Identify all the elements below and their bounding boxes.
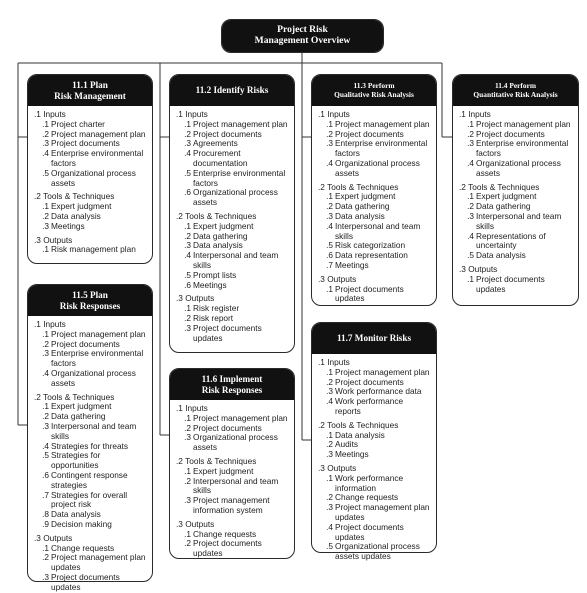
item-number: .3 [42, 220, 49, 231]
item-text: Organizational process assets [335, 157, 420, 178]
item-number: .5 [184, 167, 191, 178]
item-number: .8 [42, 509, 49, 520]
process-body [28, 106, 152, 255]
section-title: .2 Tools & Techniques [176, 210, 257, 221]
list-item [41, 169, 146, 189]
list-item [41, 520, 146, 530]
item-text: Expert judgment [193, 220, 254, 231]
item-text: Change requests [51, 542, 115, 553]
process-box-11-4 [452, 74, 579, 306]
section-item-list [318, 368, 430, 417]
item-number: .7 [42, 489, 49, 500]
process-title: 11.6 Implement Risk Responses [170, 369, 294, 400]
item-number: .3 [42, 420, 49, 431]
process-title: 11.2 Identify Risks [170, 75, 294, 106]
section-title: .3 Outputs [176, 293, 215, 304]
item-number: .4 [42, 440, 49, 451]
section-title: .1 Inputs [176, 109, 208, 119]
item-number: .1 [326, 429, 333, 440]
item-text: Project documents updates [335, 521, 404, 542]
process-title: 11.7 Monitor Risks [312, 323, 436, 354]
item-number: .4 [184, 250, 191, 261]
item-text: Data analysis [193, 240, 243, 251]
item-number: .4 [326, 220, 333, 231]
section-item-list [34, 330, 146, 389]
item-text: Organizational process assets [193, 187, 278, 208]
item-number: .4 [326, 521, 333, 532]
list-item [41, 369, 146, 389]
section-title: .2 Tools & Techniques [34, 191, 115, 202]
item-text: Project documents [335, 376, 404, 387]
section-item-list [34, 202, 146, 231]
list-item [41, 573, 146, 593]
item-text: Expert judgment [51, 201, 112, 212]
item-number: .1 [42, 542, 49, 553]
item-text: Work performance data [335, 386, 422, 397]
item-number: .4 [326, 396, 333, 407]
process-box-11-1 [27, 74, 153, 264]
section-item-list [318, 192, 430, 270]
item-number: .7 [326, 259, 333, 270]
item-text: Project documents updates [335, 283, 404, 304]
item-text: Prompt lists [193, 269, 237, 280]
process-body [170, 400, 294, 559]
process-section [318, 275, 430, 304]
item-text: Expert judgment [193, 465, 254, 476]
process-section [176, 520, 288, 559]
item-text: Project documents [335, 128, 404, 139]
item-text: Work performance information [335, 472, 404, 493]
item-text: Enterprise environmental factors [193, 167, 286, 188]
list-item [325, 285, 430, 305]
item-text: Project management plan updates [335, 502, 430, 522]
item-text: Project management plan [193, 118, 288, 129]
list-item [41, 451, 146, 471]
section-item-list [176, 304, 288, 343]
item-text: Meetings [335, 259, 369, 270]
list-item [325, 503, 430, 523]
list-item [466, 275, 572, 295]
item-number: .4 [467, 230, 474, 241]
list-item [466, 212, 572, 232]
item-text: Organizational process assets [193, 432, 278, 453]
item-text: Expert judgment [476, 191, 537, 202]
item-text: Expert judgment [335, 191, 396, 202]
process-body [28, 316, 152, 593]
section-title: .3 Outputs [318, 273, 357, 284]
section-item-list [318, 431, 430, 460]
item-number: .3 [42, 571, 49, 582]
item-text: Organizational process assets [51, 167, 136, 188]
section-title: .1 Inputs [459, 109, 491, 119]
section-title: .2 Tools & Techniques [318, 181, 399, 192]
item-text: Data gathering [476, 201, 531, 212]
item-text: Expert judgment [51, 401, 112, 412]
section-title: .2 Tools & Techniques [318, 419, 399, 430]
item-number: .5 [326, 240, 333, 251]
process-section [459, 265, 572, 294]
process-section [318, 183, 430, 271]
item-text: Meetings [193, 279, 227, 290]
item-text: Interpersonal and team skills [335, 220, 421, 241]
process-section [459, 110, 572, 179]
section-item-list [176, 530, 288, 559]
item-number: .3 [326, 449, 333, 460]
item-text: Representations of uncertainty [476, 230, 546, 251]
process-section [34, 192, 146, 231]
item-number: .4 [467, 157, 474, 168]
item-text: Interpersonal and team skills [193, 250, 279, 270]
item-number: .5 [326, 541, 333, 552]
item-text: Project documents [476, 128, 545, 139]
item-number: .2 [184, 128, 191, 139]
section-title: .3 Outputs [318, 462, 357, 473]
process-section [34, 534, 146, 593]
list-item [183, 169, 288, 189]
process-box-11-3 [311, 74, 437, 306]
process-section [459, 183, 572, 261]
item-number: .2 [42, 338, 49, 349]
item-text: Procurement documentation [193, 148, 248, 168]
item-number: .4 [184, 148, 191, 159]
list-item [325, 523, 430, 543]
section-title: .3 Outputs [34, 532, 73, 543]
item-number: .1 [326, 118, 333, 129]
process-body [170, 106, 294, 343]
item-text: Risk register [193, 303, 240, 314]
item-number: .6 [326, 250, 333, 261]
item-number: .2 [42, 411, 49, 422]
item-text: Project documents updates [193, 322, 262, 343]
item-number: .4 [42, 367, 49, 378]
list-item [41, 222, 146, 232]
section-item-list [318, 285, 430, 305]
item-text: Project management plan [193, 412, 288, 423]
list-item [183, 477, 288, 497]
item-number: .2 [326, 376, 333, 387]
section-title: .1 Inputs [34, 319, 66, 329]
item-number: .6 [42, 469, 49, 480]
list-item [41, 245, 146, 255]
item-number: .1 [184, 303, 191, 314]
item-number: .1 [42, 401, 49, 412]
list-item [466, 251, 572, 261]
item-text: Contingent response strategies [51, 469, 128, 490]
list-item [183, 281, 288, 291]
process-box-11-2 [169, 74, 295, 353]
item-text: Agreements [193, 138, 238, 149]
item-text: Data analysis [335, 210, 385, 221]
item-number: .3 [184, 240, 191, 251]
process-section [176, 404, 288, 453]
section-item-list [318, 120, 430, 179]
item-number: .3 [326, 502, 333, 513]
item-number: .3 [42, 348, 49, 359]
item-text: Data gathering [193, 230, 248, 241]
section-item-list [459, 120, 572, 179]
item-text: Project documents updates [193, 538, 262, 559]
item-number: .3 [184, 138, 191, 149]
item-number: .2 [467, 128, 474, 139]
item-number: .2 [184, 475, 191, 486]
list-item [41, 491, 146, 511]
item-text: Project documents updates [476, 273, 545, 294]
process-body [312, 354, 436, 562]
item-text: Enterprise environmental factors [335, 138, 428, 159]
item-number: .5 [184, 269, 191, 280]
item-number: .1 [326, 191, 333, 202]
item-text: Organizational process assets updates [335, 541, 420, 562]
item-number: .1 [326, 366, 333, 377]
item-number: .1 [467, 273, 474, 284]
section-title: .1 Inputs [318, 109, 350, 119]
list-item [325, 159, 430, 179]
item-text: Project charter [51, 118, 105, 129]
section-title: .3 Outputs [459, 263, 498, 274]
item-number: .3 [184, 495, 191, 506]
item-text: Project documents [51, 338, 120, 349]
list-item [183, 188, 288, 208]
process-section [34, 236, 146, 256]
item-number: .2 [467, 201, 474, 212]
list-item [183, 149, 288, 169]
item-text: Data analysis [335, 429, 385, 440]
item-text: Project documents [193, 128, 262, 139]
item-text: Project management plan [335, 366, 430, 377]
process-title: 11.1 Plan Risk Management [28, 75, 152, 106]
process-body [312, 106, 436, 304]
item-text: Meetings [51, 220, 85, 231]
item-text: Data analysis [51, 509, 101, 520]
item-text: Enterprise environmental factors [51, 348, 144, 369]
section-item-list [34, 245, 146, 255]
list-item [466, 139, 572, 159]
item-number: .9 [42, 518, 49, 529]
item-number: .2 [184, 422, 191, 433]
item-number: .3 [326, 138, 333, 149]
process-body [453, 106, 578, 294]
overview-title: Project Risk Management Overview [222, 20, 383, 52]
item-text: Data representation [335, 250, 408, 261]
item-text: Project documents [193, 422, 262, 433]
item-number: .2 [184, 312, 191, 323]
item-text: Enterprise environmental factors [51, 148, 144, 168]
item-number: .1 [42, 201, 49, 212]
section-item-list [34, 120, 146, 189]
process-section [34, 393, 146, 530]
item-number: .2 [184, 230, 191, 241]
process-title: 11.5 Plan Risk Responses [28, 285, 152, 316]
item-number: .3 [467, 210, 474, 221]
item-text: Strategies for opportunities [51, 450, 101, 471]
item-number: .2 [326, 201, 333, 212]
list-item [183, 433, 288, 453]
item-number: .1 [42, 118, 49, 129]
item-number: .5 [42, 167, 49, 178]
item-text: Interpersonal and team skills [51, 420, 137, 441]
process-section [318, 358, 430, 417]
item-text: Project documents updates [51, 571, 120, 592]
item-text: Risk categorization [335, 240, 406, 251]
item-text: Decision making [51, 518, 112, 529]
item-text: Project documents [51, 138, 120, 149]
item-text: Data analysis [476, 250, 526, 261]
section-title: .1 Inputs [318, 357, 350, 367]
section-item-list [459, 275, 572, 295]
item-text: Project management plan updates [51, 552, 146, 573]
list-item [325, 450, 430, 460]
item-text: Interpersonal and team skills [476, 210, 562, 231]
item-number: .1 [184, 220, 191, 231]
item-text: Organizational process assets [476, 157, 561, 178]
section-title: .1 Inputs [176, 403, 208, 413]
item-number: .2 [326, 492, 333, 503]
section-item-list [459, 192, 572, 261]
item-number: .3 [42, 138, 49, 149]
item-number: .1 [326, 472, 333, 483]
item-number: .1 [467, 118, 474, 129]
list-item [325, 139, 430, 159]
list-item [41, 149, 146, 169]
item-number: .6 [184, 279, 191, 290]
process-section [176, 212, 288, 290]
item-number: .1 [326, 283, 333, 294]
item-number: .5 [42, 450, 49, 461]
process-box-11-7 [311, 322, 437, 562]
item-text: Data gathering [51, 411, 106, 422]
list-item [466, 159, 572, 179]
item-text: Risk report [193, 312, 234, 323]
item-text: Project management plan [335, 118, 430, 129]
item-number: .4 [326, 157, 333, 168]
item-number: .3 [184, 322, 191, 333]
list-item [41, 422, 146, 442]
item-number: .1 [184, 412, 191, 423]
item-number: .1 [42, 328, 49, 339]
process-section [176, 457, 288, 516]
item-text: Enterprise environmental factors [476, 138, 569, 159]
item-text: Change requests [193, 528, 257, 539]
process-box-11-6 [169, 368, 295, 559]
item-text: Change requests [335, 492, 399, 503]
section-title: .3 Outputs [176, 518, 215, 529]
list-item [183, 324, 288, 344]
section-item-list [176, 467, 288, 516]
item-number: .1 [184, 118, 191, 129]
process-box-11-5 [27, 284, 153, 592]
item-text: Meetings [335, 449, 369, 460]
item-text: Interpersonal and team skills [193, 475, 279, 496]
process-section [318, 110, 430, 179]
item-number: .2 [42, 210, 49, 221]
section-item-list [176, 120, 288, 208]
item-text: Project management information system [193, 495, 270, 515]
process-title: 11.4 Perform Quantitative Risk Analysis [453, 75, 578, 106]
item-text: Project management plan [476, 118, 571, 129]
item-number: .5 [467, 250, 474, 261]
item-text: Strategies for threats [51, 440, 129, 451]
process-section [176, 294, 288, 343]
item-text: Project management plan [51, 128, 146, 139]
item-number: .1 [467, 191, 474, 202]
section-item-list [176, 414, 288, 453]
process-section [318, 421, 430, 460]
item-number: .6 [184, 187, 191, 198]
list-item [325, 397, 430, 417]
item-number: .2 [184, 538, 191, 549]
list-item [41, 471, 146, 491]
list-item [183, 496, 288, 516]
section-item-list [34, 544, 146, 593]
item-text: Risk management plan [51, 244, 136, 255]
section-item-list [176, 222, 288, 291]
item-number: .2 [326, 439, 333, 450]
item-text: Organizational process assets [51, 367, 136, 388]
process-section [34, 320, 146, 389]
process-title: 11.3 Perform Qualitative Risk Analysis [312, 75, 436, 106]
item-number: .2 [42, 552, 49, 563]
item-text: Audits [335, 439, 359, 450]
item-text: Project management plan [51, 328, 146, 339]
section-title: .3 Outputs [34, 234, 73, 245]
section-title: .2 Tools & Techniques [34, 391, 115, 402]
section-title: .1 Inputs [34, 109, 66, 119]
section-item-list [318, 474, 430, 562]
overview-box [221, 19, 384, 53]
list-item [325, 542, 430, 562]
section-title: .2 Tools & Techniques [459, 181, 540, 192]
process-section [176, 110, 288, 208]
section-title: .2 Tools & Techniques [176, 455, 257, 466]
section-item-list [34, 402, 146, 529]
item-number: .4 [42, 148, 49, 159]
item-number: .1 [184, 528, 191, 539]
process-section [34, 110, 146, 188]
item-text: Work performance reports [335, 396, 404, 416]
list-item [325, 474, 430, 494]
item-number: .3 [326, 386, 333, 397]
item-number: .3 [184, 432, 191, 443]
list-item [183, 539, 288, 559]
item-number: .2 [42, 128, 49, 139]
item-number: .3 [326, 210, 333, 221]
list-item [41, 553, 146, 573]
item-number: .3 [467, 138, 474, 149]
item-number: .1 [42, 244, 49, 255]
list-item [325, 261, 430, 271]
list-item [183, 251, 288, 271]
process-section [318, 464, 430, 562]
item-number: .2 [326, 128, 333, 139]
item-number: .1 [184, 465, 191, 476]
item-text: Strategies for overall project risk [51, 489, 128, 510]
item-text: Data analysis [51, 210, 101, 221]
list-item [466, 232, 572, 252]
list-item [41, 349, 146, 369]
list-item [325, 222, 430, 242]
item-text: Data gathering [335, 201, 390, 212]
